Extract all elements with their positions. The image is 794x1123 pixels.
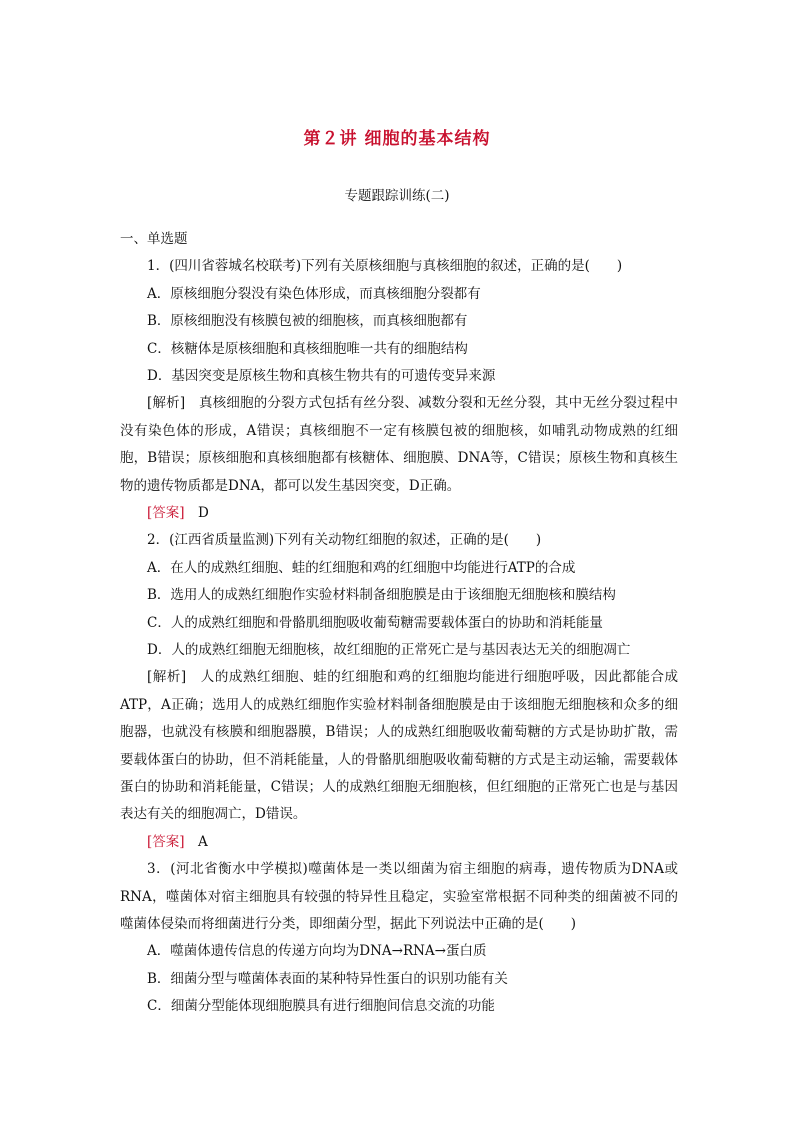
question-3-option-c: C．细菌分型能体现细胞膜具有进行细胞间信息交流的功能 [147,998,495,1015]
question-1-option-d: D．基因突变是原核生物和真核生物共有的可遗传变异来源 [147,367,496,384]
question-3-option-b: B．细菌分型与噬菌体表面的某种特异性蛋白的识别功能有关 [147,970,508,987]
analysis-tag: [解析] [147,395,186,412]
analysis-text: 人的成熟红细胞、蛙的红细胞和鸡的红细胞均能进行细胞呼吸，因此都能合成ATP，A正确；选用人的成熟红细胞作实验材料制备细胞膜是由于该细胞无细胞核和众多的细胞器，也就没有核膜和细胞器膜，B错误；人的成熟红细胞吸收葡萄糖的方式是协助扩散，需要载体蛋白的协助，但不消耗能量，人的骨骼肌细胞吸收葡萄糖的方式是主动运输，需要载体蛋白的协助和消耗能量，C错误；人的成熟红细胞无细胞核，但红细胞的正常死亡也是与基因表达有关的细胞凋亡，D错误。 [120,669,679,823]
answer-tag: [答案] [147,833,185,850]
answer-value: A [184,833,208,850]
question-2-stem: 2．(江西省质量监测)下列有关动物红细胞的叙述，正确的是( ) [147,532,542,549]
question-2-analysis [120,664,678,828]
question-2-option-a: A．在人的成熟红细胞、蛙的红细胞和鸡的红细胞中均能进行ATP的合成 [147,559,576,576]
question-2-option-d: D．人的成熟红细胞无细胞核，故红细胞的正常死亡是与基因表达无关的细胞凋亡 [147,641,631,658]
question-1-option-c: C．核糖体是原核细胞和真核细胞唯一共有的细胞结构 [147,340,468,357]
document-body [120,226,678,1021]
question-1-analysis [120,390,678,500]
analysis-text: 真核细胞的分裂方式包括有丝分裂、减数分裂和无丝分裂，其中无丝分裂过程中没有染色体的形成，A错误；真核细胞不一定有核膜包被的细胞核，如哺乳动物成熟的红细胞，B错误；原核细胞和真核细胞都有核糖体、细胞膜、DNA等，C错误；原核生物和真核生物的遗传物质都是DNA，都可以发生基因突变，D正确。 [120,395,678,494]
question-1-option-a: A．原核细胞分裂没有染色体形成，而真核细胞分裂都有 [147,285,481,302]
answer-tag: [答案] [147,504,185,521]
question-2-answer [120,829,678,856]
section-heading: 一、单选题 [120,231,188,247]
question-1-stem: 1．(四川省蓉城名校联考)下列有关原核细胞与真核细胞的叙述，正确的是( ) [147,258,623,275]
question-1-answer [120,500,678,527]
question-3-option-a: A．噬菌体遗传信息的传递方向均为DNA→RNA→蛋白质 [147,943,487,960]
answer-value: D [184,504,209,521]
page-subtitle: 专题跟踪训练(二) [344,188,450,204]
page-title: 第２讲 细胞的基本结构 [303,129,491,149]
question-2-option-c: C．人的成熟红细胞和骨骼肌细胞吸收葡萄糖需要载体蛋白的协助和消耗能量 [147,614,603,631]
analysis-tag: [解析] [147,669,187,686]
question-2-option-b: B．选用人的成熟红细胞作实验材料制备细胞膜是由于该细胞无细胞核和膜结构 [147,587,616,604]
question-1-option-b: B．原核细胞没有核膜包被的细胞核，而真核细胞都有 [147,313,468,330]
question-3-stem: 3．(河北省衡水中学模拟)噬菌体是一类以细菌为宿主细胞的病毒，遗传物质为DNA或RNA，噬菌体对宿主细胞具有较强的特异性且稳定，实验室常根据不同种类的细菌被不同的噬菌体侵染而将细菌进行分类，即细菌分型，据此下列说法中正确的是( ) [120,861,678,932]
